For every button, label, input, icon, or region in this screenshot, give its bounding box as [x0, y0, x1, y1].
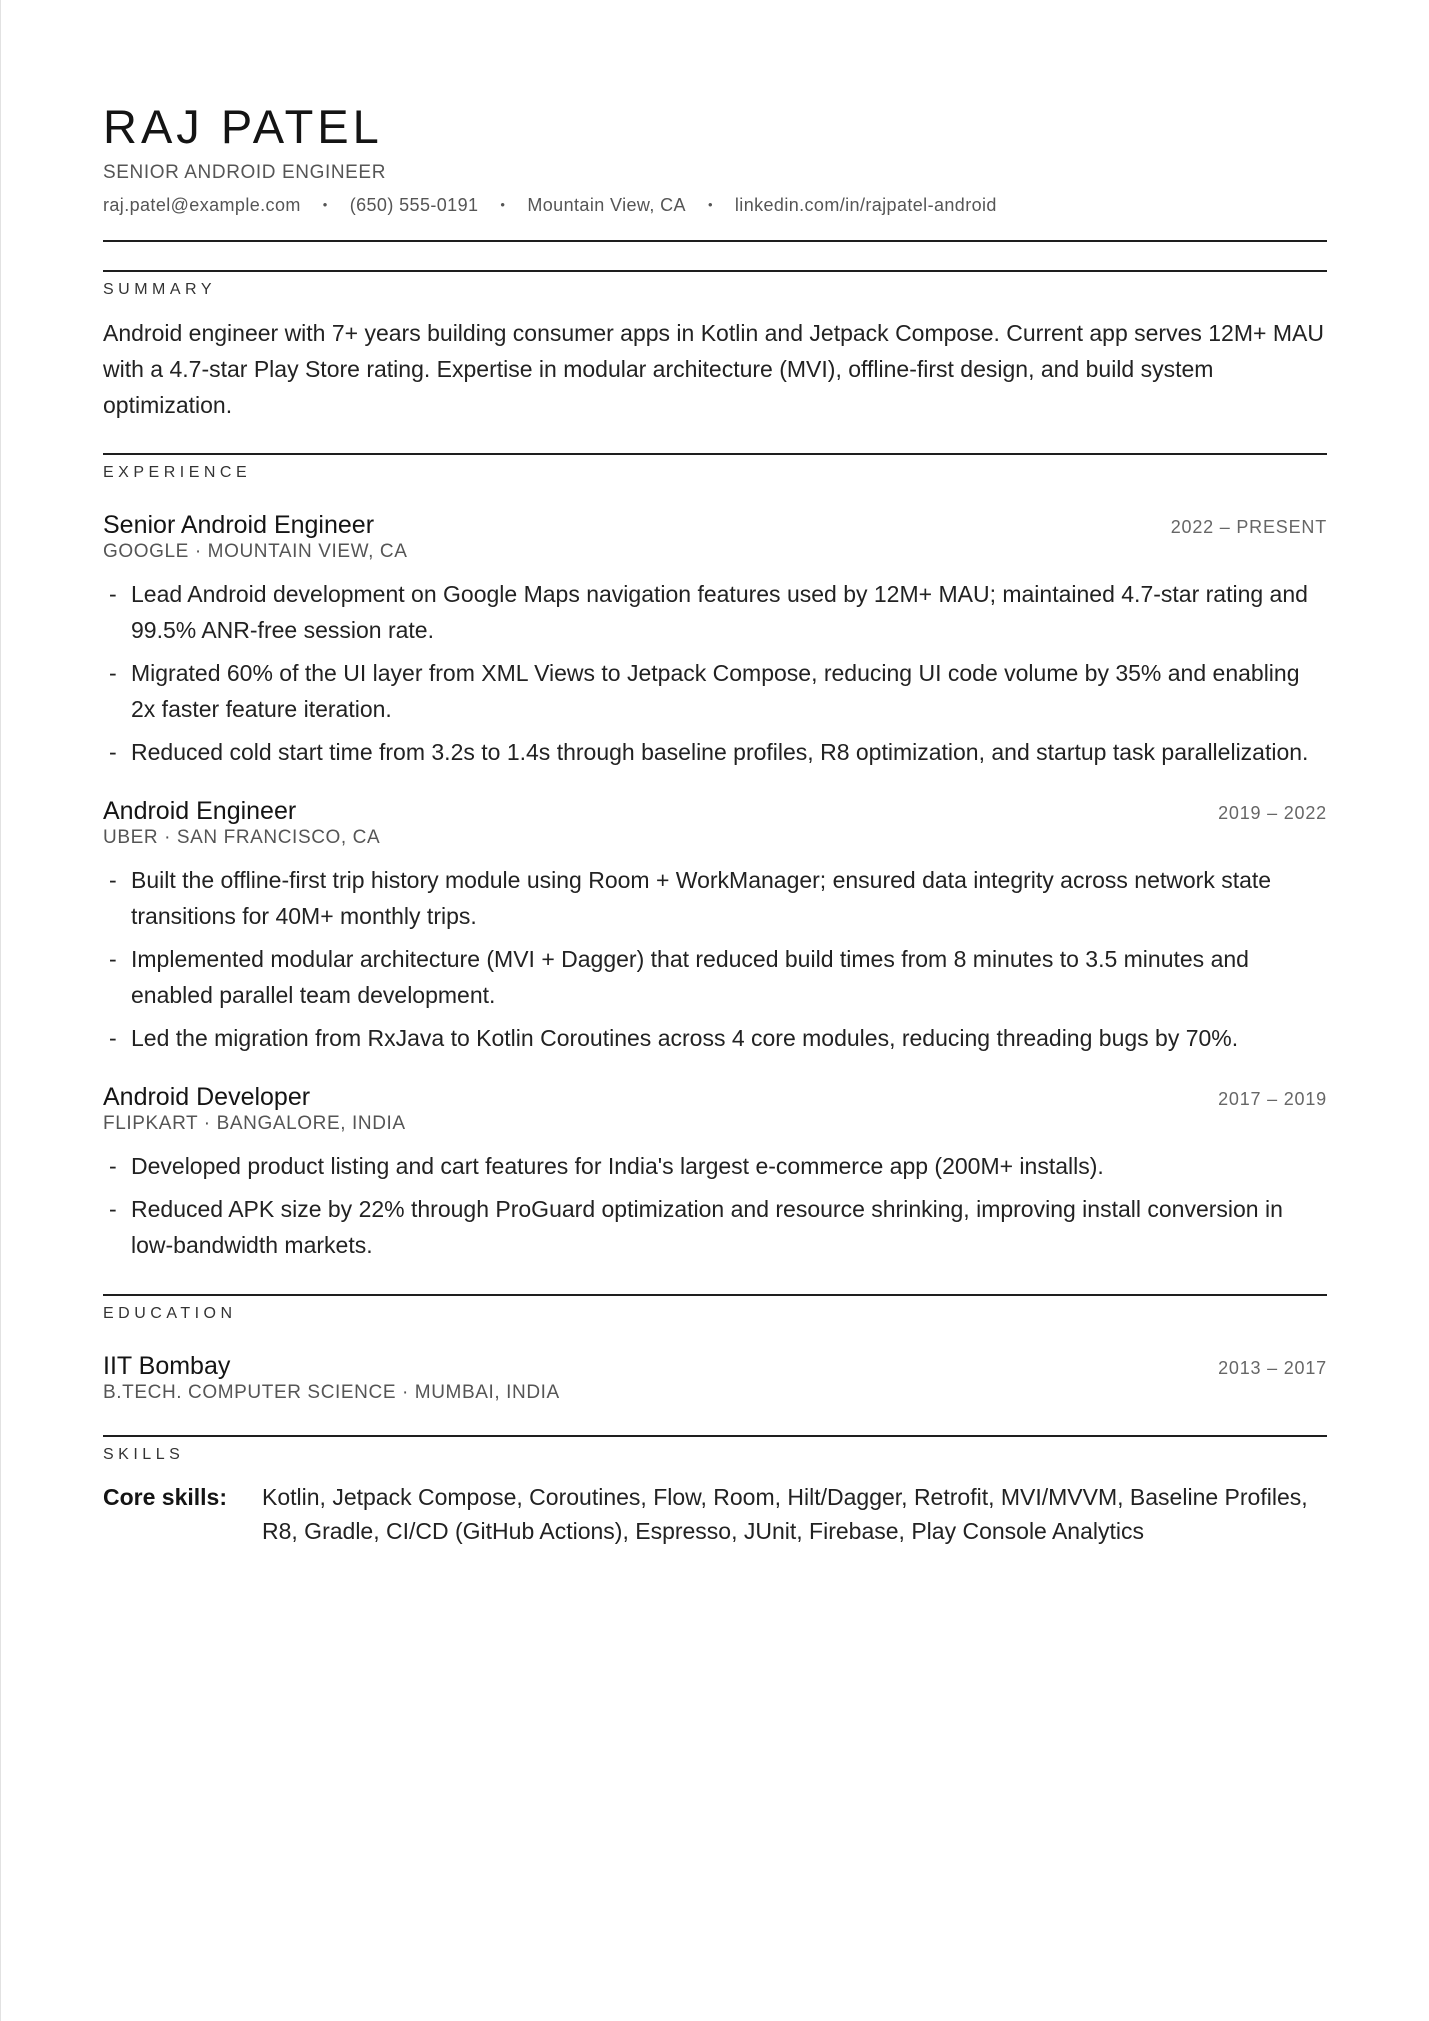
bullet-marker: -: [109, 1153, 117, 1179]
skills-row: [103, 1480, 1327, 1548]
bullet-text: Developed product listing and cart features for India's largest e-commerce app (200M+ installs).: [131, 1153, 1104, 1179]
job-entry: [103, 1082, 1327, 1263]
bullet-text: Reduced cold start time from 3.2s to 1.4s through baseline profiles, R8 optimization, and startup task parallelization.: [131, 739, 1309, 765]
job-bullet: [103, 862, 1327, 934]
summary-heading: SUMMARY: [103, 270, 1327, 299]
job-bullets: [103, 862, 1327, 1056]
job-bullet: [103, 1020, 1327, 1056]
bullet-text: Led the migration from RxJava to Kotlin Coroutines across 4 core modules, reducing threading bugs by 70%.: [131, 1025, 1239, 1051]
experience-list: [103, 510, 1327, 1263]
education-school: IIT Bombay: [103, 1352, 231, 1380]
summary-section: [103, 242, 1327, 423]
job-header: [103, 510, 1327, 540]
job-bullet: [103, 1148, 1327, 1184]
job-role: Android Developer: [103, 1083, 311, 1111]
contact-separator: •: [322, 197, 328, 212]
candidate-name: RAJ PATEL: [103, 100, 383, 153]
bullet-marker: -: [109, 660, 117, 686]
bullet-marker: -: [109, 581, 117, 607]
candidate-title: SENIOR ANDROID ENGINEER: [103, 162, 387, 183]
job-bullet: [103, 734, 1327, 770]
contact-location: Mountain View, CA: [527, 195, 686, 215]
bullet-text: Lead Android development on Google Maps navigation features used by 12M+ MAU; maintained 4.7-star rating and 99.5% ANR-free session rate.: [131, 581, 1308, 643]
experience-heading: EXPERIENCE: [103, 453, 1327, 482]
job-organization: UBER · SAN FRANCISCO, CA: [103, 827, 381, 848]
bullet-marker: -: [109, 867, 117, 893]
job-entry: [103, 510, 1327, 770]
job-bullet: [103, 576, 1327, 648]
bullet-text: Migrated 60% of the UI layer from XML Views to Jetpack Compose, reducing UI code volume by 35% and enabling 2x faster feature iteration.: [131, 660, 1300, 722]
job-bullet: [103, 941, 1327, 1013]
job-bullet: [103, 655, 1327, 727]
job-organization: GOOGLE · MOUNTAIN VIEW, CA: [103, 541, 408, 562]
skills-heading: SKILLS: [103, 1435, 1327, 1464]
job-dates: 2019 – 2022: [1218, 803, 1327, 823]
bullet-text: Reduced APK size by 22% through ProGuard optimization and resource shrinking, improving install conversion in low-bandwidth markets.: [131, 1196, 1283, 1258]
experience-section: [103, 423, 1327, 1263]
bullet-marker: -: [109, 1196, 117, 1222]
contact-separator: •: [500, 197, 506, 212]
job-role: Android Engineer: [103, 797, 297, 825]
skills-label: Core skills:: [103, 1484, 227, 1510]
bullet-marker: -: [109, 1025, 117, 1051]
job-header: [103, 1082, 1327, 1112]
education-dates: 2013 – 2017: [1218, 1358, 1327, 1378]
job-header: [103, 796, 1327, 826]
contact-separator: •: [707, 197, 713, 212]
job-bullets: [103, 576, 1327, 770]
contact-phone[interactable]: (650) 555-0191: [349, 195, 479, 215]
contact-linkedin[interactable]: linkedin.com/in/rajpatel-android: [734, 195, 997, 215]
job-bullets: [103, 1148, 1327, 1263]
job-dates: 2022 – PRESENT: [1170, 517, 1327, 537]
skills-value: Kotlin, Jetpack Compose, Coroutines, Flow, Room, Hilt/Dagger, Retrofit, MVI/MVVM, Baseline Profiles, R8, Gradle, CI/CD (GitHub Actions), Espresso, JUnit, Firebase, Play Console Analytics: [262, 1484, 1308, 1544]
job-organization: FLIPKART · BANGALORE, INDIA: [103, 1113, 406, 1134]
skills-section: [103, 1405, 1327, 1548]
contact-line: [103, 194, 1327, 216]
education-section: [103, 1270, 1327, 1405]
job-dates: 2017 – 2019: [1218, 1089, 1327, 1109]
job-entry: [103, 796, 1327, 1056]
bullet-marker: -: [109, 946, 117, 972]
job-role: Senior Android Engineer: [103, 511, 375, 539]
summary-text: Android engineer with 7+ years building consumer apps in Kotlin and Jetpack Compose. Current app serves 12M+ MAU with a 4.7-star Play Store rating. Expertise in modular architecture (MVI), offline-first design, and build system optimization.: [103, 320, 1324, 418]
education-header: [103, 1351, 1327, 1381]
resume-header: [103, 0, 1327, 242]
education-detail: B.TECH. COMPUTER SCIENCE · MUMBAI, INDIA: [103, 1382, 560, 1403]
bullet-text: Built the offline-first trip history module using Room + WorkManager; ensured data integrity across network state transitions for 40M+ monthly trips.: [131, 867, 1272, 929]
bullet-text: Implemented modular architecture (MVI + Dagger) that reduced build times from 8 minutes to 3.5 minutes and enabled parallel team development.: [131, 946, 1249, 1008]
job-bullet: [103, 1191, 1327, 1263]
education-entry: [103, 1351, 1327, 1405]
contact-email[interactable]: raj.patel@example.com: [103, 195, 301, 215]
education-heading: EDUCATION: [103, 1294, 1327, 1323]
bullet-marker: -: [109, 739, 117, 765]
